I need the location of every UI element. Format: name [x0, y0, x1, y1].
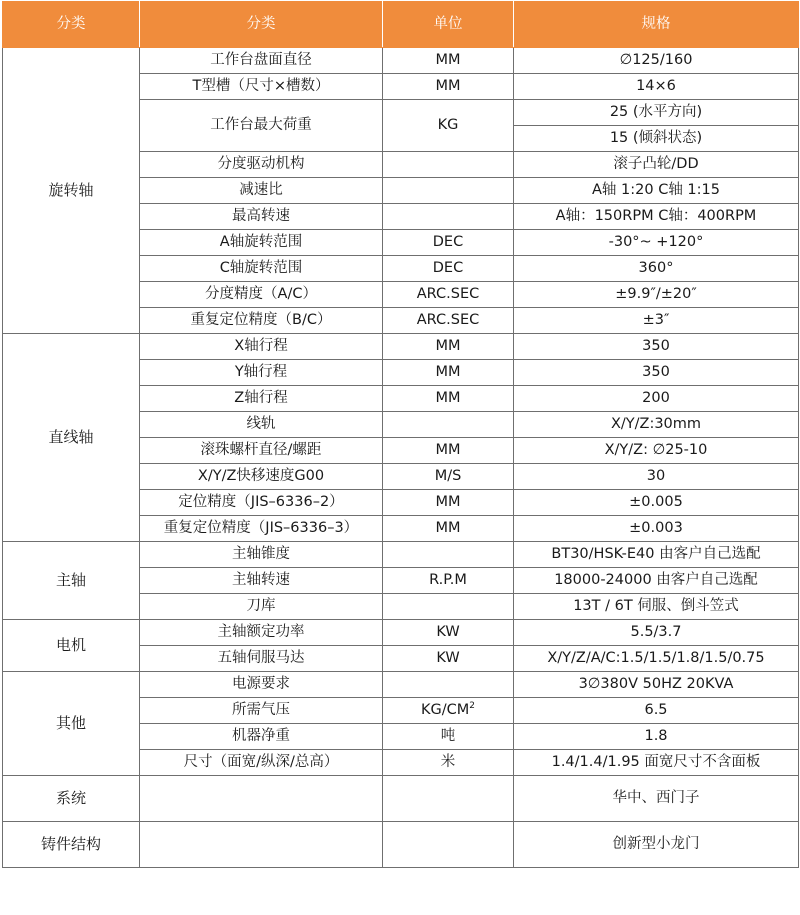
unit-cell — [383, 620, 514, 646]
unit-cell — [383, 516, 514, 542]
unit-cell — [383, 568, 514, 594]
unit-text: DEC — [432, 233, 464, 250]
spec-cell: 15 (倾斜状态) — [514, 126, 799, 152]
spec-cell: X/Y/Z: ∅25-10 — [514, 438, 799, 464]
spec-cell: 1.4/1.4/1.95 面宽尺寸不含面板 — [514, 750, 799, 776]
unit-cell — [383, 464, 514, 490]
item-cell: Y轴行程 — [140, 360, 383, 386]
spec-cell: 创新型小龙门 — [514, 822, 799, 868]
unit-cell — [383, 542, 514, 568]
spec-cell: 滚子凸轮/DD — [514, 152, 799, 178]
table-row — [3, 334, 799, 360]
unit-text: ARC.SEC — [416, 285, 480, 302]
spec-cell: 350 — [514, 360, 799, 386]
spec-cell: 18000-24000 由客户自己选配 — [514, 568, 799, 594]
unit-text: MM — [435, 493, 461, 510]
unit-text: KG — [437, 116, 459, 133]
spec-cell: 25 (水平方向) — [514, 100, 799, 126]
spec-cell: A轴：150RPM C轴：400RPM — [514, 204, 799, 230]
item-cell: 机器净重 — [140, 724, 383, 750]
category-cell: 直线轴 — [3, 334, 140, 542]
spec-body — [3, 48, 799, 868]
unit-cell — [383, 334, 514, 360]
unit-cell — [383, 776, 514, 822]
unit-cell — [383, 178, 514, 204]
unit-cell — [383, 438, 514, 464]
item-cell: 刀库 — [140, 594, 383, 620]
unit-text: 米 — [440, 753, 456, 770]
spec-cell: ±9.9″/±20″ — [514, 282, 799, 308]
unit-cell — [383, 74, 514, 100]
spec-cell: X/Y/Z/A/C:1.5/1.5/1.8/1.5/0.75 — [514, 646, 799, 672]
unit-text: 吨 — [440, 727, 456, 744]
unit-text: KG/CM — [421, 701, 470, 718]
item-cell: X/Y/Z快移速度G00 — [140, 464, 383, 490]
header-unit: 单位 — [383, 2, 514, 48]
item-cell: T型槽（尺寸×槽数） — [140, 74, 383, 100]
unit-text: DEC — [432, 259, 464, 276]
spec-cell: 华中、西门子 — [514, 776, 799, 822]
spec-cell: 350 — [514, 334, 799, 360]
spec-cell: 14×6 — [514, 74, 799, 100]
item-cell: 分度驱动机构 — [140, 152, 383, 178]
unit-cell — [383, 360, 514, 386]
unit-cell — [383, 308, 514, 334]
header-spec: 规格 — [514, 2, 799, 48]
spec-cell: ±3″ — [514, 308, 799, 334]
table-row — [3, 822, 799, 868]
spec-cell: 30 — [514, 464, 799, 490]
item-cell: 主轴锥度 — [140, 542, 383, 568]
category-cell: 电机 — [3, 620, 140, 672]
spec-table — [2, 1, 799, 868]
spec-cell: 13T / 6T 伺服、倒斗笠式 — [514, 594, 799, 620]
unit-cell — [383, 282, 514, 308]
unit-cell — [383, 256, 514, 282]
unit-cell — [383, 152, 514, 178]
item-cell: Z轴行程 — [140, 386, 383, 412]
unit-text: MM — [435, 519, 461, 536]
unit-text: R.P.M — [429, 571, 467, 588]
unit-text: MM — [435, 77, 461, 94]
table-row — [3, 620, 799, 646]
unit-cell — [383, 230, 514, 256]
category-cell: 主轴 — [3, 542, 140, 620]
category-cell: 铸件结构 — [3, 822, 140, 868]
item-cell: 最高转速 — [140, 204, 383, 230]
unit-cell — [383, 594, 514, 620]
unit-cell — [383, 412, 514, 438]
item-cell — [140, 822, 383, 868]
unit-superscript: 2 — [469, 701, 475, 712]
unit-text: M/S — [434, 467, 462, 484]
unit-cell — [383, 724, 514, 750]
table-row — [3, 672, 799, 698]
spec-cell: 5.5/3.7 — [514, 620, 799, 646]
header-category: 分类 — [3, 2, 140, 48]
unit-text: MM — [435, 389, 461, 406]
spec-cell: BT30/HSK-E40 由客户自己选配 — [514, 542, 799, 568]
item-cell — [140, 776, 383, 822]
spec-cell: ∅125/160 — [514, 48, 799, 74]
spec-cell: 200 — [514, 386, 799, 412]
unit-text: MM — [435, 51, 461, 68]
item-cell: 分度精度（A/C） — [140, 282, 383, 308]
category-cell: 其他 — [3, 672, 140, 776]
item-cell: 工作台盘面直径 — [140, 48, 383, 74]
item-cell: 滚珠螺杆直径/螺距 — [140, 438, 383, 464]
unit-cell — [383, 386, 514, 412]
item-cell: X轴行程 — [140, 334, 383, 360]
spec-cell: 3∅380V 50HZ 20KVA — [514, 672, 799, 698]
item-cell: 所需气压 — [140, 698, 383, 724]
spec-cell: -30°~ +120° — [514, 230, 799, 256]
spec-cell: 360° — [514, 256, 799, 282]
unit-text: KW — [436, 623, 460, 640]
item-cell: 重复定位精度（B/C） — [140, 308, 383, 334]
table-row — [3, 776, 799, 822]
unit-cell — [383, 822, 514, 868]
spec-cell: ±0.003 — [514, 516, 799, 542]
header-item: 分类 — [140, 2, 383, 48]
item-cell: 主轴额定功率 — [140, 620, 383, 646]
item-cell: 定位精度（JIS–6336–2） — [140, 490, 383, 516]
item-cell: 五轴伺服马达 — [140, 646, 383, 672]
unit-cell — [383, 750, 514, 776]
unit-cell — [383, 48, 514, 74]
unit-text: MM — [435, 441, 461, 458]
table-row — [3, 542, 799, 568]
header-row — [3, 2, 799, 48]
unit-cell — [383, 204, 514, 230]
unit-text: MM — [435, 363, 461, 380]
category-cell: 旋转轴 — [3, 48, 140, 334]
unit-cell — [383, 490, 514, 516]
spec-cell: A轴 1:20 C轴 1:15 — [514, 178, 799, 204]
unit-text: MM — [435, 337, 461, 354]
spec-cell: 1.8 — [514, 724, 799, 750]
unit-cell — [383, 100, 514, 152]
unit-text: KW — [436, 649, 460, 666]
item-cell: 减速比 — [140, 178, 383, 204]
item-cell: A轴旋转范围 — [140, 230, 383, 256]
item-cell: C轴旋转范围 — [140, 256, 383, 282]
spec-cell: 6.5 — [514, 698, 799, 724]
spec-cell: ±0.005 — [514, 490, 799, 516]
item-cell: 主轴转速 — [140, 568, 383, 594]
category-cell: 系统 — [3, 776, 140, 822]
spec-cell: X/Y/Z:30mm — [514, 412, 799, 438]
item-cell: 工作台最大荷重 — [140, 100, 383, 152]
unit-cell — [383, 698, 514, 724]
item-cell: 电源要求 — [140, 672, 383, 698]
item-cell: 重复定位精度（JIS–6336–3） — [140, 516, 383, 542]
table-row — [3, 48, 799, 74]
item-cell: 线轨 — [140, 412, 383, 438]
unit-cell — [383, 672, 514, 698]
unit-text: ARC.SEC — [416, 311, 480, 328]
unit-cell — [383, 646, 514, 672]
item-cell: 尺寸（面宽/纵深/总高） — [140, 750, 383, 776]
